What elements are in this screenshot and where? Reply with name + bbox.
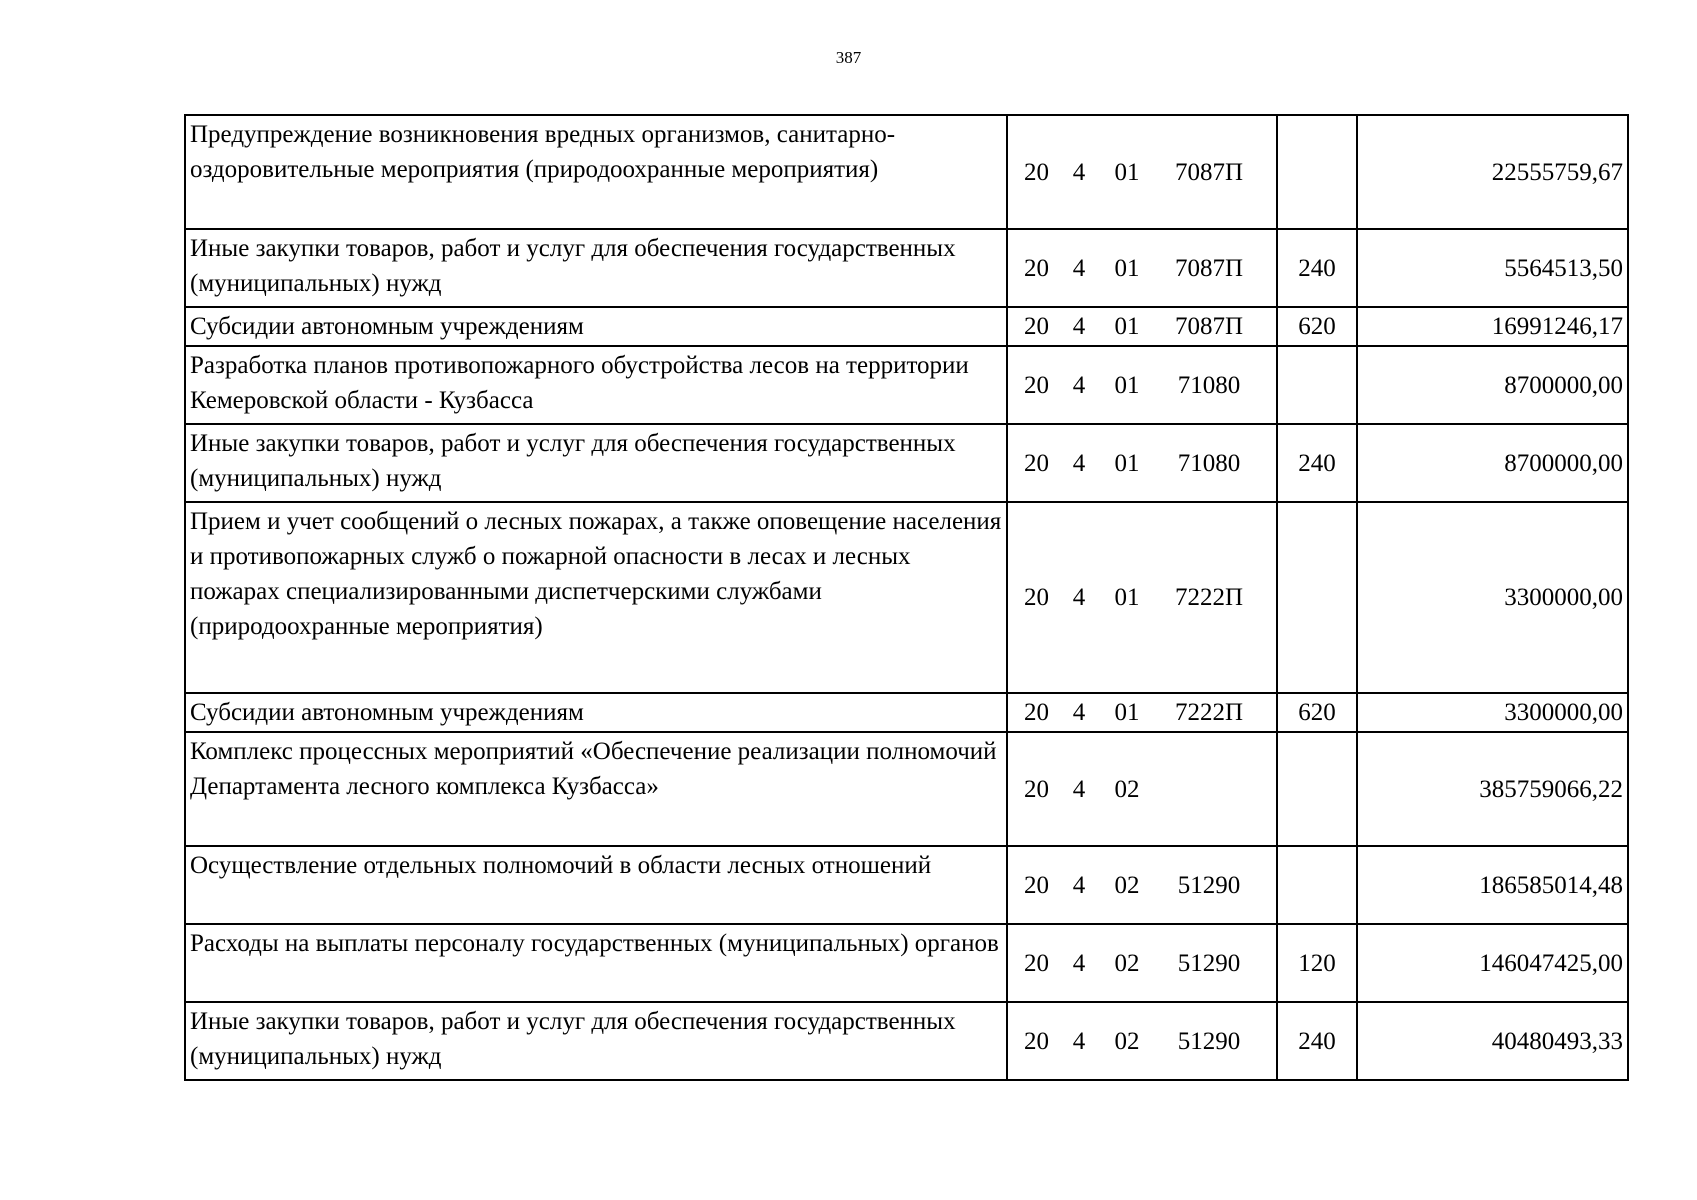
row-name: Иные закупки товаров, работ и услуг для обеспечения государственных (муниципальных) нужд <box>185 229 1007 307</box>
code-ce: 02 <box>1114 949 1140 977</box>
row-amount: 3300000,00 <box>1357 502 1628 693</box>
code-pp: 4 <box>1072 254 1086 282</box>
row-expense-type: 240 <box>1277 424 1357 502</box>
code-gp: 20 <box>1024 158 1049 186</box>
row-expense-type: 240 <box>1277 229 1357 307</box>
table-row <box>185 424 1628 502</box>
code-ce: 02 <box>1114 1027 1140 1055</box>
code-gp: 20 <box>1024 699 1049 726</box>
code-pp: 4 <box>1072 449 1086 477</box>
row-expense-type <box>1277 346 1357 424</box>
row-amount: 22555759,67 <box>1357 115 1628 229</box>
row-name: Осуществление отдельных полномочий в области лесных отношений <box>185 846 1007 924</box>
row-amount: 8700000,00 <box>1357 424 1628 502</box>
code-pp: 4 <box>1072 371 1086 399</box>
code-pp: 4 <box>1072 1027 1086 1055</box>
code-dr: 71080 <box>1177 371 1241 399</box>
row-expense-type <box>1277 502 1357 693</box>
code-pp: 4 <box>1072 313 1086 340</box>
code-ce: 01 <box>1114 313 1140 340</box>
code-ce: 01 <box>1114 158 1140 186</box>
code-pp: 4 <box>1072 949 1086 977</box>
row-code <box>1007 846 1277 924</box>
code-gp: 20 <box>1024 313 1049 340</box>
code-dr: 51290 <box>1177 1027 1241 1055</box>
code-ce: 01 <box>1114 584 1140 611</box>
row-expense-type: 120 <box>1277 924 1357 1002</box>
code-dr: 7222П <box>1174 584 1244 611</box>
code-ce: 01 <box>1114 449 1140 477</box>
code-pp: 4 <box>1072 871 1086 899</box>
code-pp: 4 <box>1072 158 1086 186</box>
code-gp: 20 <box>1024 584 1049 611</box>
code-gp: 20 <box>1024 254 1049 282</box>
row-amount: 5564513,50 <box>1357 229 1628 307</box>
row-expense-type: 620 <box>1277 307 1357 346</box>
code-pp: 4 <box>1072 775 1086 803</box>
code-gp: 20 <box>1024 371 1049 399</box>
table-row <box>185 1002 1628 1080</box>
code-pp: 4 <box>1072 584 1086 611</box>
table-row <box>185 693 1628 732</box>
row-name: Иные закупки товаров, работ и услуг для обеспечения государственных (муниципальных) нужд <box>185 424 1007 502</box>
row-amount: 146047425,00 <box>1357 924 1628 1002</box>
row-amount: 3300000,00 <box>1357 693 1628 732</box>
code-gp: 20 <box>1024 871 1049 899</box>
code-gp: 20 <box>1024 1027 1049 1055</box>
code-pp: 4 <box>1072 699 1086 726</box>
code-dr: 7087П <box>1174 158 1244 186</box>
row-name: Иные закупки товаров, работ и услуг для обеспечения государственных (муниципальных) нужд <box>185 1002 1007 1080</box>
row-code <box>1007 732 1277 846</box>
table-row <box>185 229 1628 307</box>
code-gp: 20 <box>1024 775 1049 803</box>
row-code <box>1007 1002 1277 1080</box>
code-dr: 7087П <box>1174 254 1244 282</box>
row-name: Расходы на выплаты персоналу государственных (муниципальных) органов <box>185 924 1007 1002</box>
budget-table-body <box>185 115 1628 1080</box>
row-code <box>1007 693 1277 732</box>
code-ce: 01 <box>1114 699 1140 726</box>
row-amount: 385759066,22 <box>1357 732 1628 846</box>
row-name: Разработка планов противопожарного обустройства лесов на территории Кемеровской области - Кузбасса <box>185 346 1007 424</box>
row-expense-type <box>1277 115 1357 229</box>
code-dr: 7087П <box>1174 313 1244 340</box>
budget-table <box>184 114 1629 1081</box>
table-row <box>185 115 1628 229</box>
row-code <box>1007 229 1277 307</box>
row-expense-type: 240 <box>1277 1002 1357 1080</box>
code-dr: 71080 <box>1177 449 1241 477</box>
code-dr: 7222П <box>1174 699 1244 726</box>
row-amount: 186585014,48 <box>1357 846 1628 924</box>
row-name: Прием и учет сообщений о лесных пожарах, а также оповещение населения и противопожарных служб о пожарной опасности в лесах и лесных пожарах специализированными диспетчерскими службами (природоохранные мероприятия) <box>185 502 1007 693</box>
page-number: 387 <box>835 48 862 67</box>
table-row <box>185 307 1628 346</box>
code-gp: 20 <box>1024 449 1049 477</box>
code-ce: 01 <box>1114 371 1140 399</box>
row-expense-type <box>1277 846 1357 924</box>
row-expense-type <box>1277 732 1357 846</box>
row-name: Субсидии автономным учреждениям <box>185 693 1007 732</box>
row-amount: 40480493,33 <box>1357 1002 1628 1080</box>
row-code <box>1007 502 1277 693</box>
row-expense-type: 620 <box>1277 693 1357 732</box>
row-code <box>1007 924 1277 1002</box>
table-row <box>185 346 1628 424</box>
row-code <box>1007 346 1277 424</box>
row-name: Предупреждение возникновения вредных организмов, санитарно-оздоровительные мероприятия (природоохранные мероприятия) <box>185 115 1007 229</box>
row-amount: 8700000,00 <box>1357 346 1628 424</box>
table-row <box>185 924 1628 1002</box>
row-amount: 16991246,17 <box>1357 307 1628 346</box>
row-code <box>1007 424 1277 502</box>
row-name: Субсидии автономным учреждениям <box>185 307 1007 346</box>
row-code <box>1007 307 1277 346</box>
code-dr: 51290 <box>1177 871 1241 899</box>
table-row <box>185 502 1628 693</box>
row-code <box>1007 115 1277 229</box>
code-ce: 01 <box>1114 254 1140 282</box>
code-ce: 02 <box>1114 871 1140 899</box>
code-gp: 20 <box>1024 949 1049 977</box>
code-ce: 02 <box>1114 775 1140 803</box>
table-row <box>185 732 1628 846</box>
table-row <box>185 846 1628 924</box>
row-name: Комплекс процессных мероприятий «Обеспечение реализации полномочий Департамента лесного комплекса Кузбасса» <box>185 732 1007 846</box>
code-dr: 51290 <box>1177 949 1241 977</box>
